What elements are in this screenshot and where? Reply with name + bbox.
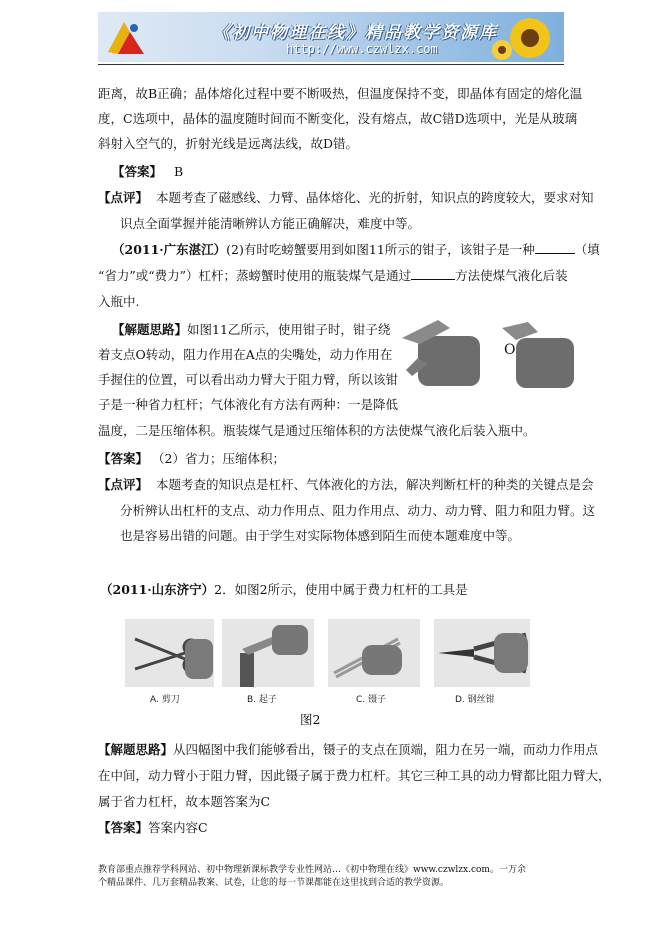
caption-pliers: D. 钢丝钳 <box>455 695 495 705</box>
question-text: （填 <box>574 242 600 257</box>
answer-value: 答案内容C <box>148 820 208 835</box>
text-line: 手握住的位置，可以看出动力臂大于阻力臂，所以该钳 <box>98 372 399 387</box>
pliers-figure <box>398 318 576 396</box>
question-text: 2．如图2所示，使用中属于费力杠杆的工具是 <box>214 582 468 597</box>
text-line: 度，C选项中，晶体的温度随时间而不断变化，没有熔点，故C错D选项中，光是从玻璃 <box>98 111 578 126</box>
text-line: 子是一种省力杠杆；气体液化有方法有两种：一是降低 <box>98 397 399 412</box>
question-text: (2)有时吃螃蟹要用到如图11所示的钳子，该钳子是一种 <box>226 242 535 257</box>
figure-caption: 图2 <box>300 712 321 727</box>
fulcrum-label: O <box>504 342 516 358</box>
think-row <box>98 742 598 757</box>
answer-row <box>112 164 183 179</box>
comment-row <box>98 477 593 492</box>
text-line: 属于省力杠杆，故本题答案为C <box>98 794 271 809</box>
answer-value: （2）省力；压缩体积； <box>152 451 285 466</box>
pliers-photo <box>434 619 530 687</box>
think-label: 【解题思路】 <box>98 742 174 757</box>
answer-label: 【答案】 <box>112 164 163 179</box>
question-source: （2011·广东湛江） <box>112 242 227 257</box>
site-logo-icon <box>104 18 148 58</box>
answer-label: 【答案】 <box>98 820 149 835</box>
text-line: 温度，二是压缩体积。瓶装煤气是通过压缩体积的方法使煤气液化后装入瓶中。 <box>98 423 536 438</box>
answer-label: 【答案】 <box>98 451 149 466</box>
footer-line: 教育部重点推荐学科网站、初中物理新课标教学专业性网站…《初中物理在线》www.czwlzx.com。一万余 <box>98 865 526 875</box>
scissors-photo <box>125 619 214 687</box>
question-source: （2011·山东济宁） <box>100 582 215 597</box>
text-line: 斜射入空气的，折射光线是远离法线，故D错。 <box>98 136 359 151</box>
header-title: 《初中物理在线》精品教学资源库 <box>213 23 498 43</box>
answer-row <box>98 820 208 835</box>
caption-scissors: A. 剪刀 <box>150 695 180 705</box>
tweezers-photo <box>328 619 420 687</box>
text-line: 分析辨认出杠杆的支点、动力作用点、阻力作用点、动力、动力臂、阻力和阻力臂。这 <box>120 503 596 518</box>
header-banner <box>98 12 564 62</box>
caption-opener: B. 起子 <box>247 695 277 705</box>
question-row <box>100 582 468 597</box>
caption-tweezers: C. 镊子 <box>356 695 387 705</box>
bottle-opener-photo <box>222 619 314 687</box>
text-line: 入瓶中. <box>98 294 140 309</box>
header-url[interactable]: http://www.czwlzx.com <box>286 42 438 56</box>
header-rule <box>98 64 564 65</box>
question-text: 方法使煤气液化后装 <box>455 268 568 283</box>
question-row <box>112 242 600 257</box>
comment-row <box>98 190 593 205</box>
think-text: 从四幅图中我们能够看出，镊子的支点在顶端，阻力在另一端，而动力作用点 <box>173 742 599 757</box>
think-label: 【解题思路】 <box>112 322 188 337</box>
answer-value: B <box>173 164 184 179</box>
sunflower-icon <box>490 14 560 62</box>
text-line: 也是容易出错的问题。由于学生对实际物体感到陌生而使本题难度中等。 <box>120 528 521 543</box>
comment-text: 本题考查了磁感线、力臂、晶体熔化、光的折射，知识点的跨度较大，要求对知 <box>155 190 594 205</box>
comment-label: 【点评】 <box>98 477 149 492</box>
text-line: 识点全面掌握并能清晰辨认方能正确解决，难度中等。 <box>120 216 421 231</box>
text-line: 着支点O转动，阻力作用在A点的尖嘴处，动力作用在 <box>98 347 393 362</box>
footer-line: 个精品课件、几万套精品教案、试卷，让您的每一节课都能在这里找到合适的教学资源。 <box>98 878 450 888</box>
answer-row <box>98 451 285 466</box>
text-line: 在中间，动力臂小于阻力臂，因此镊子属于费力杠杆。其它三种工具的动力臂都比阻力臂大， <box>98 768 611 783</box>
pliers-hand-left-icon <box>402 320 480 386</box>
answer-blank <box>535 242 575 254</box>
comment-label: 【点评】 <box>98 190 149 205</box>
answer-blank <box>411 268 455 280</box>
question-row <box>98 268 568 283</box>
question-text: “省力”或“费力”）杠杆；蒸螃蟹时使用的瓶装煤气是通过 <box>98 268 412 283</box>
think-row <box>112 322 390 337</box>
text-line: 距离，故B正确；晶体熔化过程中要不断吸热，但温度保持不变，即晶体有固定的熔化温 <box>98 86 583 101</box>
think-text: 如图11乙所示，使用钳子时，钳子绕 <box>187 322 391 337</box>
comment-text: 本题考查的知识点是杠杆、气体液化的方法，解决判断杠杆的种类的关键点是会 <box>155 477 594 492</box>
